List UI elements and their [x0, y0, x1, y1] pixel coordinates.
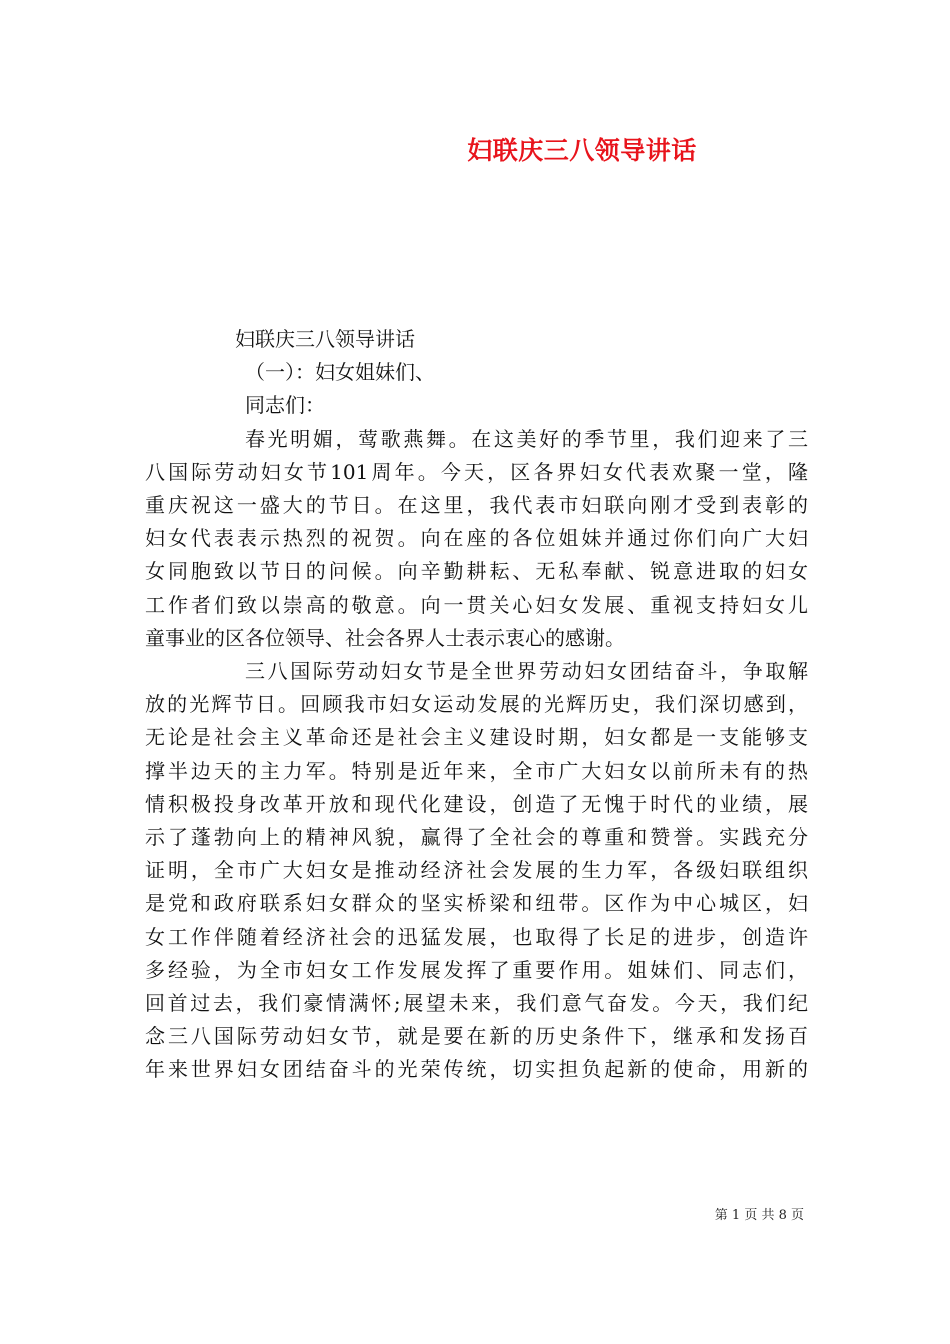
- paragraph-line: 八国际劳动妇女节101周年。今天，区各界妇女代表欢聚一堂，隆: [145, 459, 808, 484]
- paragraph-line: 童事业的区各位领导、社会各界人士表示衷心的感谢。: [145, 625, 625, 650]
- paragraph-line: 重庆祝这一盛大的节日。在这里，我代表市妇联向刚才受到表彰的: [145, 493, 808, 518]
- paragraph-line: 年来世界妇女团结奋斗的光荣传统，切实担负起新的使命，用新的: [145, 1057, 808, 1082]
- paragraph-line: 无论是社会主义革命还是社会主义建设时期，妇女都是一支能够支: [145, 725, 808, 750]
- paragraph-line: 念三八国际劳动妇女节，就是要在新的历史条件下，继承和发扬百: [145, 1024, 808, 1049]
- paragraph-line: 情积极投身改革开放和现代化建设，创造了无愧于时代的业绩，展: [145, 791, 808, 816]
- document-body: [145, 323, 808, 1087]
- paragraph-line: 多经验，为全市妇女工作发展发挥了重要作用。姐妹们、同志们，: [145, 957, 808, 982]
- paragraph-line: 撑半边天的主力军。特别是近年来，全市广大妇女以前所未有的热: [145, 758, 808, 783]
- paragraph-line: 放的光辉节日。回顾我市妇女运动发展的光辉历史，我们深切感到，: [145, 692, 808, 717]
- paragraph-line: 女工作伴随着经济社会的迅猛发展，也取得了长足的进步，创造许: [145, 924, 808, 949]
- paragraph-line: 春光明媚，莺歌燕舞。在这美好的季节里，我们迎来了三: [245, 426, 808, 451]
- paragraph-line: 女同胞致以节日的问候。向辛勤耕耘、无私奉献、锐意进取的妇女: [145, 559, 808, 584]
- page-indicator: 第 1 页 共 8 页: [714, 1208, 804, 1223]
- paragraph-line: 证明，全市广大妇女是推动经济社会发展的生力军，各级妇联组织: [145, 858, 808, 883]
- paragraph-line: 是党和政府联系妇女群众的坚实桥梁和纽带。区作为中心城区，妇: [145, 891, 808, 916]
- paragraph-line: 示了蓬勃向上的精神风貌，赢得了全社会的尊重和赞誉。实践充分: [145, 825, 808, 850]
- document-subtitle: 妇联庆三八领导讲话: [235, 327, 415, 351]
- paragraph-1: [145, 423, 808, 655]
- paragraph-line: 三八国际劳动妇女节是全世界劳动妇女团结奋斗，争取解: [245, 659, 808, 684]
- salutation-line-2: 同志们：: [245, 393, 325, 418]
- paragraph-line: 工作者们致以崇高的敬意。向一贯关心妇女发展、重视支持妇女儿: [145, 592, 808, 617]
- document-title: 妇联庆三八领导讲话: [467, 136, 697, 165]
- paragraph-line: 回首过去，我们豪情满怀;展望未来，我们意气奋发。今天，我们纪: [145, 991, 808, 1016]
- salutation-line-1: （一）：妇女姐妹们、: [245, 360, 435, 385]
- paragraph-line: 妇女代表表示热烈的祝贺。向在座的各位姐妹并通过你们向广大妇: [145, 526, 808, 551]
- paragraph-2: [145, 655, 808, 1087]
